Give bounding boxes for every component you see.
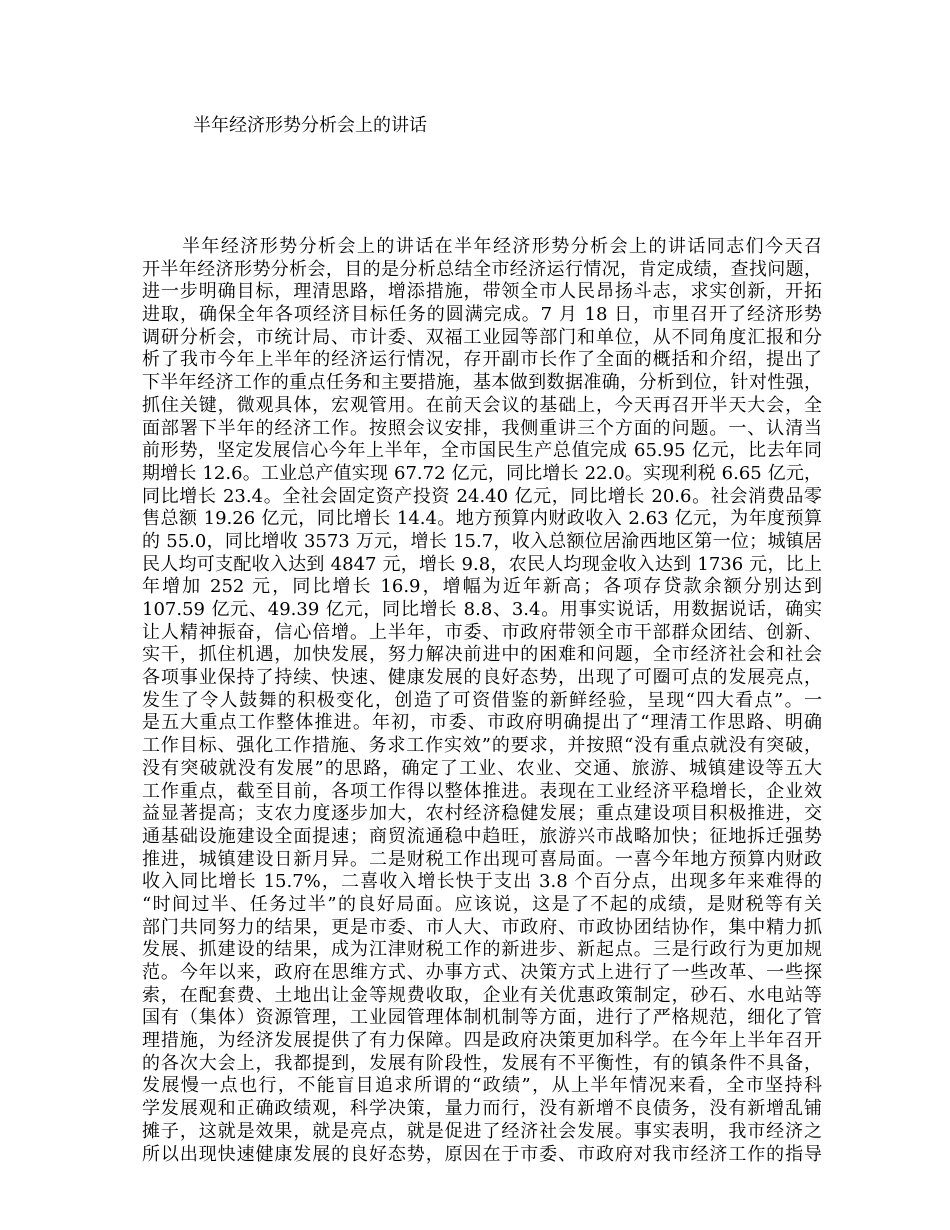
body-line: 开半年经济形势分析会，目的是分析总结全市经济运行情况，肯定成绩，查找问题， — [142, 258, 822, 280]
body-line: 是五大重点工作整体推进。年初，市委、市政府明确提出了“理清工作思路、明确 — [142, 712, 822, 734]
body-line: 面部署下半年的经济工作。按照会议安排，我侧重讲三个方面的问题。一、认清当 — [142, 417, 822, 439]
body-line: 工作目标、强化工作措施、务求工作实效”的要求，并按照“没有重点就没有突破， — [142, 735, 822, 757]
body-line: 抓住关键，微观具体，宏观管用。在前天会议的基础上，今天再召开半天大会，全 — [142, 394, 822, 416]
body-line: 让人精神振奋，信心倍增。上半年，市委、市政府带领全市干部群众团结、创新、 — [142, 621, 822, 643]
body-line: “时间过半、任务过半”的良好局面。应该说，这是了不起的成绩，是财税等有关 — [142, 893, 822, 915]
body-line: 工作重点，截至目前，各项工作得以整体推进。表现在工业经济平稳增长，企业效 — [142, 780, 822, 802]
body-line: 各项事业保持了持续、快速、健康发展的良好态势，出现了可圈可点的发展亮点， — [142, 667, 822, 689]
body-line: 学发展观和正确政绩观，科学决策，量力而行，没有新增不良债务，没有新增乱铺 — [142, 1098, 822, 1120]
body-line: 收入同比增长 15.7%，二喜收入增长快于支出 3.8 个百分点，出现多年来难得的 — [142, 871, 822, 893]
body-line: 同比增长 23.4。全社会固定资产投资 24.40 亿元，同比增长 20.6。社会消费品零 — [142, 485, 822, 507]
body-line: 年增加 252 元，同比增长 16.9，增幅为近年新高；各项存贷款余额分别达到 — [142, 576, 822, 598]
body-line: 没有突破就没有发展”的思路，确定了工业、农业、交通、旅游、城镇建设等五大 — [142, 757, 822, 779]
body-line: 理措施，为经济发展提供了有力保障。四是政府决策更加科学。在今年上半年召开 — [142, 1030, 822, 1052]
document-body — [142, 236, 822, 1166]
body-line: 的 55.0，同比增收 3573 万元，增长 15.7，收入总额位居渝西地区第一位；城镇居 — [142, 530, 822, 552]
body-line: 析了我市今年上半年的经济运行情况，存开副市长作了全面的概括和介绍，提出了 — [142, 349, 822, 371]
body-line: 调研分析会，市统计局、市计委、双福工业园等部门和单位，从不同角度汇报和分 — [142, 326, 822, 348]
body-line: 半年经济形势分析会上的讲话在半年经济形势分析会上的讲话同志们今天召 — [182, 236, 822, 257]
body-line: 售总额 19.26 亿元，同比增长 14.4。地方预算内财政收入 2.63 亿元，为年度预算 — [142, 508, 822, 530]
body-line: 前形势，坚定发展信心今年上半年，全市国民生产总值完成 65.95 亿元，比去年同 — [142, 440, 822, 462]
body-line: 所以出现快速健康发展的良好态势，原因在于市委、市政府对我市经济工作的指导 — [142, 1143, 822, 1165]
document-title: 半年经济形势分析会上的讲话 — [193, 115, 427, 136]
body-line: 益显著提高；支农力度逐步加大，农村经济稳健发展；重点建设项目积极推进，交 — [142, 803, 822, 825]
body-line: 下半年经济工作的重点任务和主要措施，基本做到数据准确，分析到位，针对性强， — [142, 372, 822, 394]
body-line: 范。今年以来，政府在思维方式、办事方式、决策方式上进行了一些改革、一些探 — [142, 962, 822, 983]
body-line: 通基础设施建设全面提速；商贸流通稳中趋旺，旅游兴市战略加快；征地拆迁强势 — [142, 825, 822, 847]
body-line: 民人均可支配收入达到 4847 元，增长 9.8，农民人均现金收入达到 1736 元，比上 — [142, 553, 822, 575]
body-line: 实干，抓住机遇，加快发展，努力解决前进中的困难和问题，全市经济社会和社会 — [142, 644, 822, 666]
body-line: 部门共同努力的结果，更是市委、市人大、市政府、市政协团结协作，集中精力抓 — [142, 916, 822, 938]
body-line: 索，在配套费、土地出让金等规费收取，企业有关优惠政策制定，砂石、水电站等 — [142, 984, 822, 1006]
body-line: 发生了令人鼓舞的积极变化，创造了可资借鉴的新鲜经验，呈现“四大看点”。一 — [142, 689, 822, 711]
body-line: 发展慢一点也行，不能盲目追求所谓的“政绩”，从上半年情况来看，全市坚持科 — [142, 1075, 822, 1097]
body-line: 的各次大会上，我都提到，发展有阶段性，发展有不平衡性，有的镇条件不具备， — [142, 1052, 822, 1074]
body-line: 107.59 亿元、49.39 亿元，同比增长 8.8、3.4。用事实说话，用数据说话，确实 — [142, 599, 822, 620]
body-line: 进一步明确目标，理清思路，增添措施，带领全市人民昂扬斗志，求实创新，开拓 — [142, 281, 822, 303]
body-line: 推进，城镇建设日新月异。二是财税工作出现可喜局面。一喜今年地方预算内财政 — [142, 848, 822, 870]
body-line: 进取，确保全年各项经济目标任务的圆满完成。7 月 18 日，市里召开了经济形势 — [142, 304, 822, 326]
body-line: 发展、抓建设的结果，成为江津财税工作的新进步、新起点。三是行政行为更加规 — [142, 939, 822, 961]
body-line: 摊子，这就是效果，就是亮点，就是促进了经济社会发展。事实表明，我市经济之 — [142, 1120, 822, 1142]
body-line: 国有（集体）资源管理，工业园管理体制机制等方面，进行了严格规范，细化了管 — [142, 1007, 822, 1029]
body-line: 期增长 12.6。工业总产值实现 67.72 亿元，同比增长 22.0。实现利税 6.65 亿元， — [142, 462, 822, 484]
